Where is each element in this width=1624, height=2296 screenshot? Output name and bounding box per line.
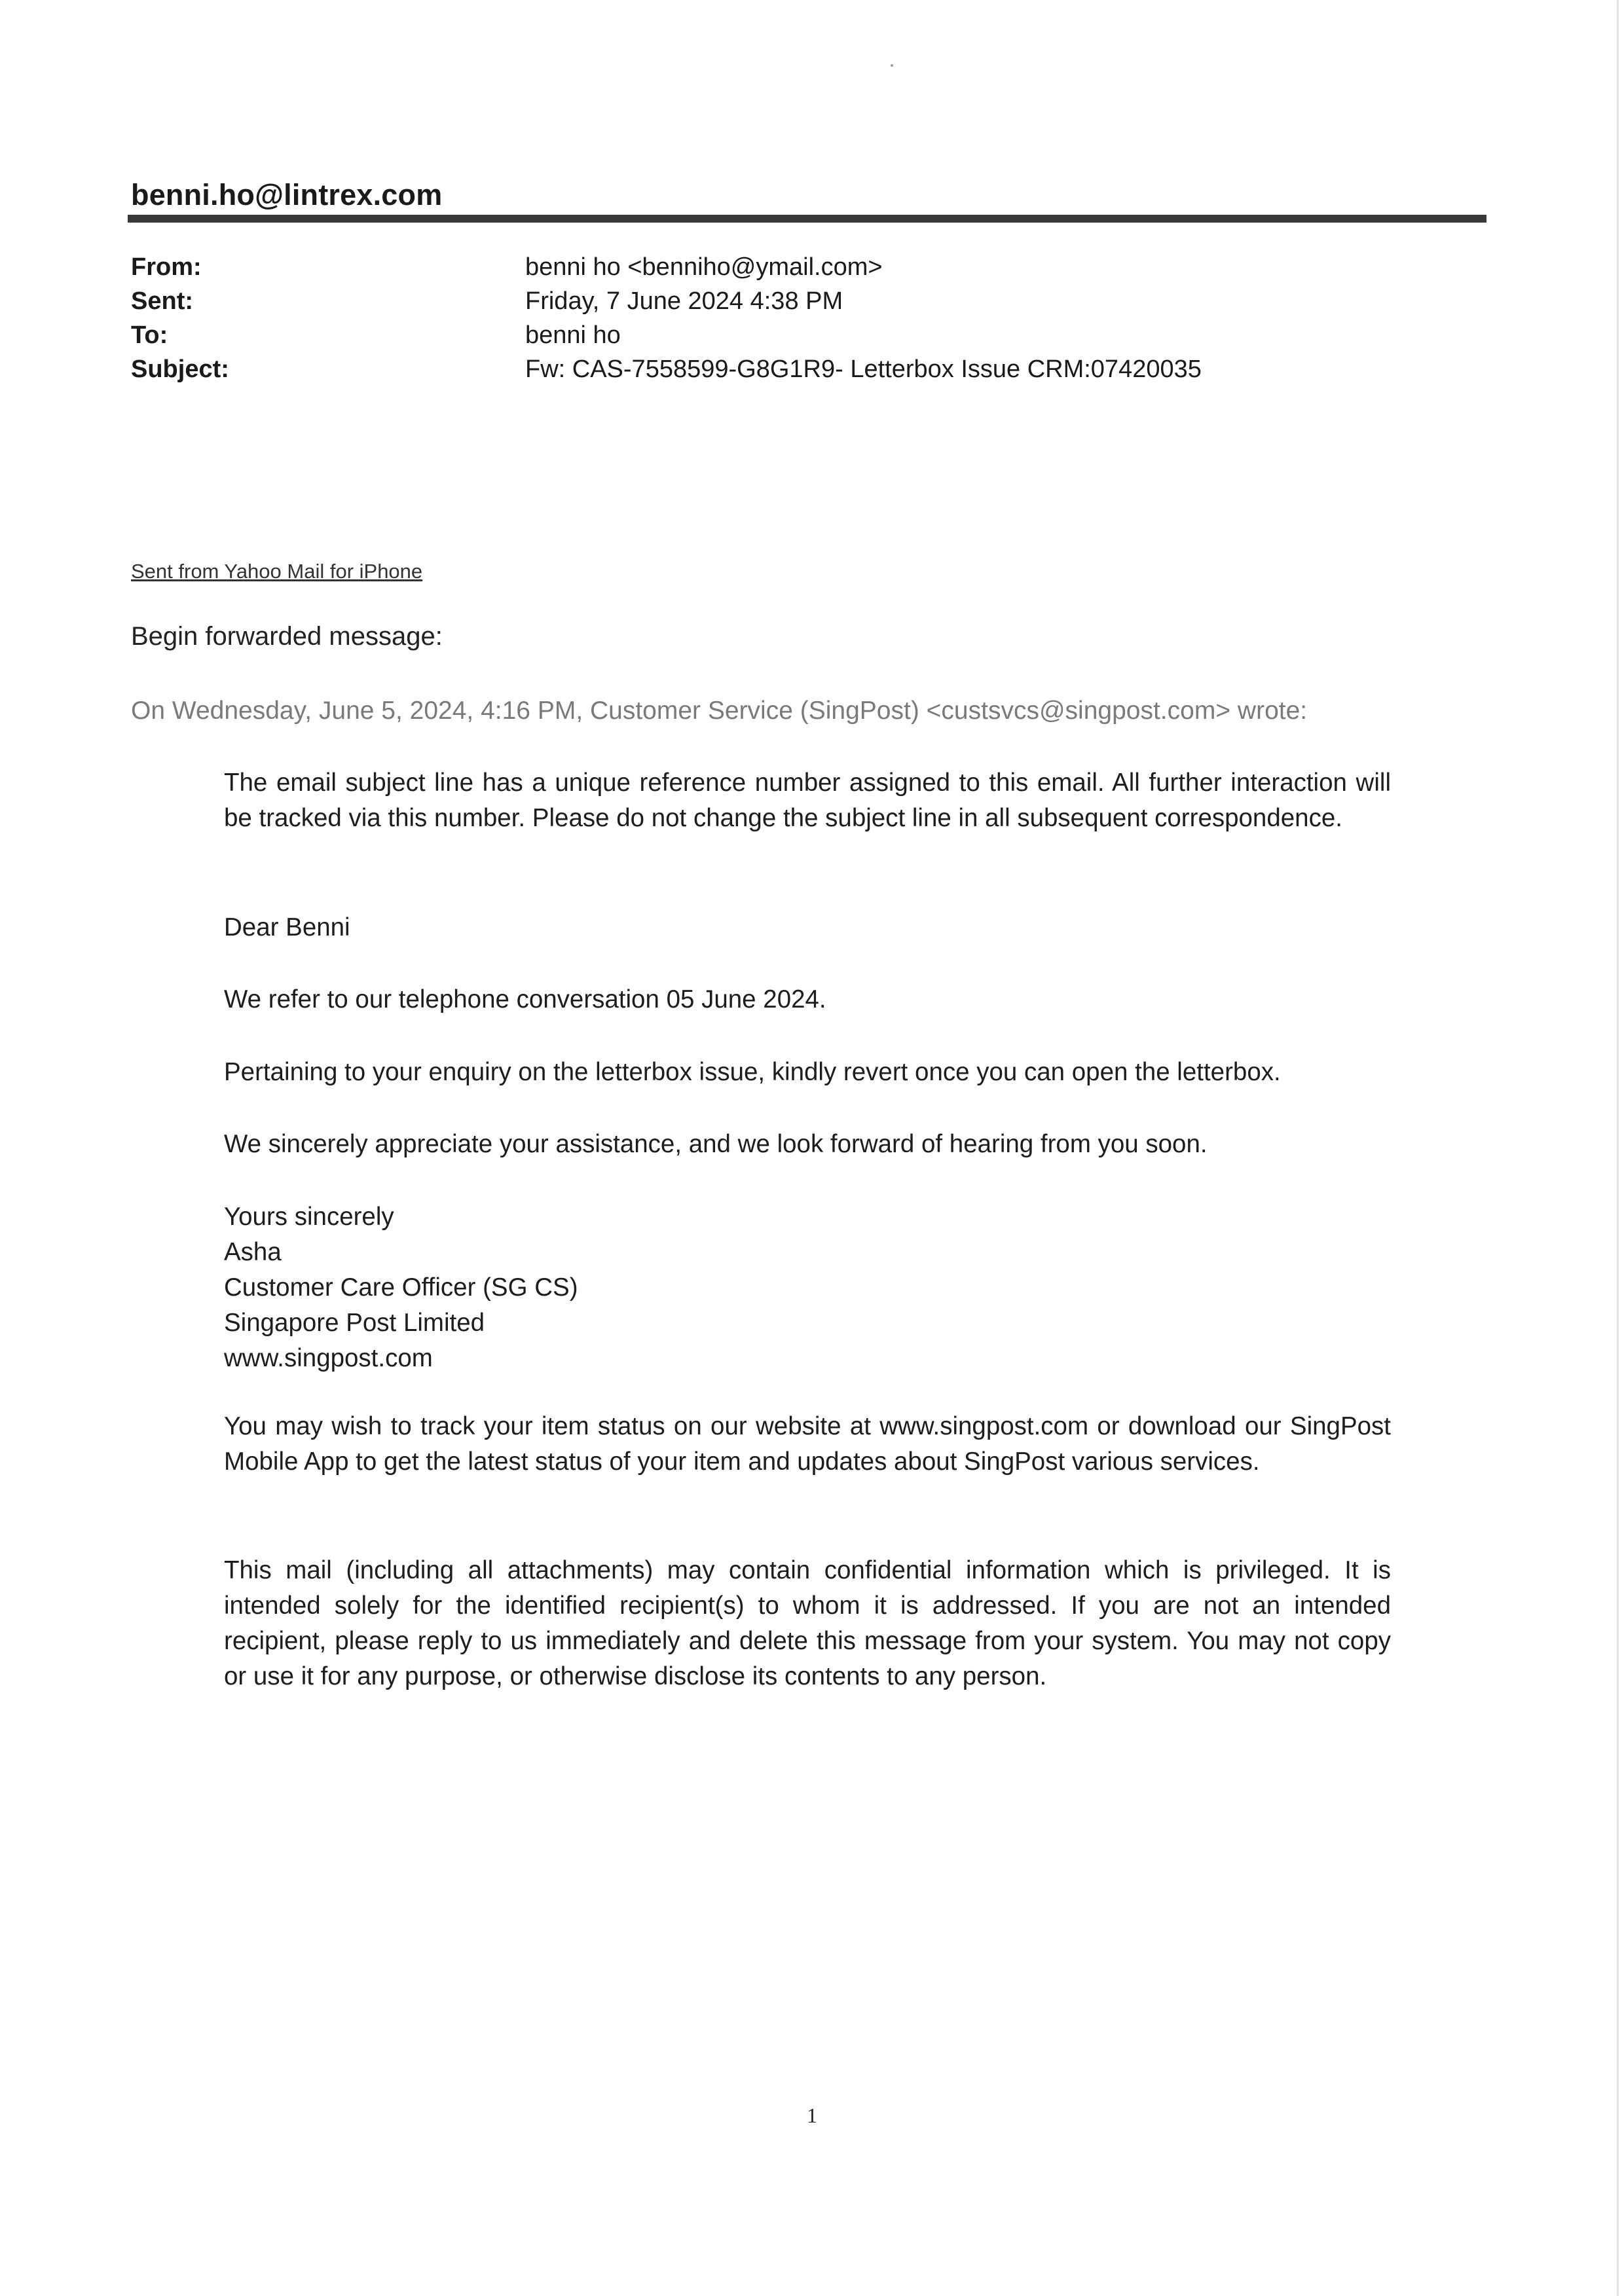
header-row-subject <box>131 352 1202 386</box>
signer-name: Asha <box>224 1238 282 1266</box>
scan-speck <box>891 64 893 67</box>
forwarded-attribution: On Wednesday, June 5, 2024, 4:16 PM, Customer Service (SingPost) <custsvcs@singpost.com> wrote: <box>131 697 1308 725</box>
header-row-to <box>131 318 1202 352</box>
from-label: From: <box>131 253 202 281</box>
to-value: benni ho <box>525 321 621 349</box>
from-value: benni ho <benniho@ymail.com> <box>525 253 883 281</box>
yahoo-signature-link[interactable]: Sent from Yahoo Mail for iPhone <box>131 560 423 583</box>
sign-off: Yours sincerely <box>224 1203 394 1231</box>
email-header <box>131 250 1202 386</box>
signature-block <box>224 1199 1391 1376</box>
begin-forwarded-label: Begin forwarded message: <box>131 622 443 651</box>
header-divider <box>128 215 1486 223</box>
appreciation-paragraph: We sincerely appreciate your assistance, and we look forward of hearing from you soon. <box>224 1130 1208 1158</box>
header-row-from <box>131 250 1202 284</box>
subject-label: Subject: <box>131 355 229 383</box>
enquiry-paragraph: Pertaining to your enquiry on the letterbox issue, kindly revert once you can open the letterbox. <box>224 1058 1281 1086</box>
signer-company: Singapore Post Limited <box>224 1309 485 1337</box>
signer-website: www.singpost.com <box>224 1344 433 1372</box>
subject-value: Fw: CAS-7558599-G8G1R9- Letterbox Issue CRM:07420035 <box>525 355 1202 383</box>
reference-notice: The email subject line has a unique reference number assigned to this email. All further interaction will be tracked via this number. Please do not change the subject line in all subsequent correspondence. <box>224 769 1391 832</box>
sent-label: Sent: <box>131 287 193 315</box>
signer-title: Customer Care Officer (SG CS) <box>224 1273 578 1302</box>
header-row-sent <box>131 284 1202 318</box>
page-number: 1 <box>807 2104 817 2127</box>
greeting: Dear Benni <box>224 913 350 941</box>
account-email: benni.ho@lintrex.com <box>131 178 443 211</box>
scan-edge <box>1617 0 1619 2296</box>
to-label: To: <box>131 321 168 349</box>
tracking-paragraph: You may wish to track your item status on our website at www.singpost.com or download our SingPost Mobile App to get the latest status of your item and updates about SingPost various services. <box>224 1412 1391 1476</box>
confidentiality-notice: This mail (including all attachments) may contain confidential information which is privileged. It is intended solely for the identified recipient(s) to whom it is addressed. If you are not an intended recipient, please reply to us immediately and delete this message from your system. You may not copy or use it for any purpose, or otherwise disclose its contents to any person. <box>224 1556 1391 1690</box>
refer-paragraph: We refer to our telephone conversation 05 June 2024. <box>224 985 826 1013</box>
sent-value: Friday, 7 June 2024 4:38 PM <box>525 287 843 315</box>
